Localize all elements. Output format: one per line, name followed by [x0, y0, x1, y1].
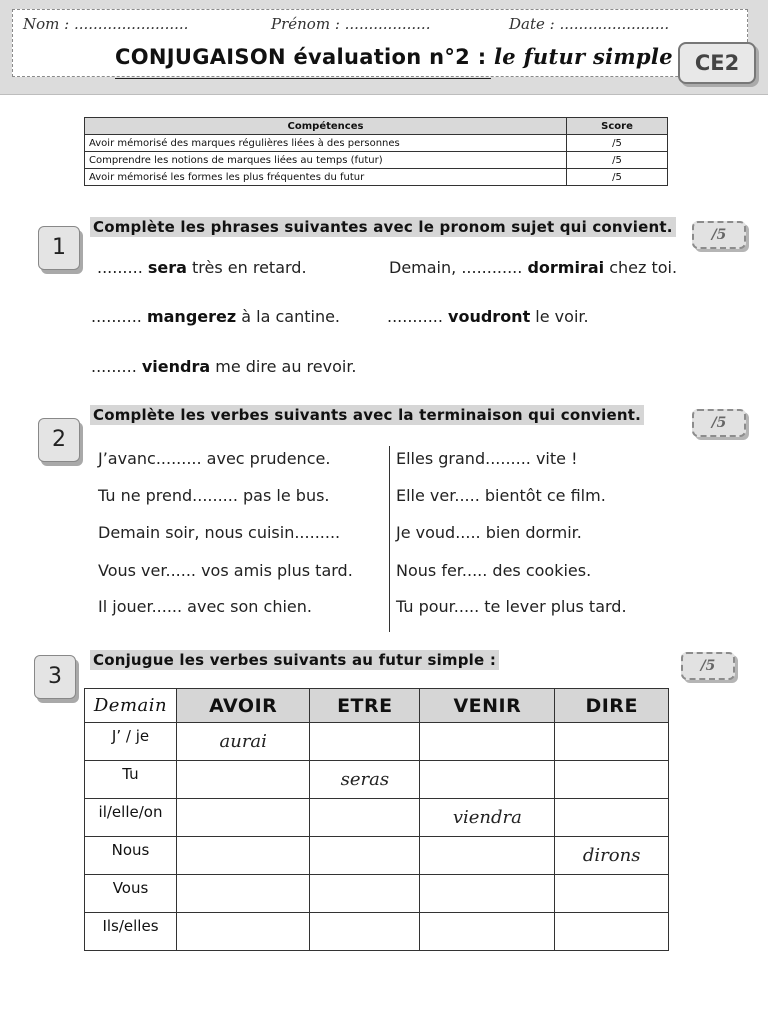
header-etre: ETRE: [310, 689, 420, 723]
header-dire: DIRE: [555, 689, 669, 723]
conjugation-table: [84, 688, 669, 951]
answer-cell[interactable]: dirons: [555, 837, 669, 875]
conjugation-header-row: [85, 689, 669, 723]
pronoun-cell: J’ / je: [85, 723, 177, 761]
answer-cell[interactable]: aurai: [177, 723, 310, 761]
answer-cell[interactable]: [310, 837, 420, 875]
answer-cell[interactable]: viendra: [420, 799, 555, 837]
ex2-left-1[interactable]: J’avanc......... avec prudence.: [98, 449, 331, 468]
ex2-right-5[interactable]: Tu pour..... te lever plus tard.: [396, 597, 627, 616]
verb-text: viendra: [141, 357, 211, 376]
answer-cell[interactable]: [310, 875, 420, 913]
answer-cell[interactable]: [420, 837, 555, 875]
competence-row: [85, 135, 668, 152]
sentence-end: me dire au revoir.: [210, 357, 357, 376]
ex1-sentence-4[interactable]: [387, 307, 589, 326]
answer-cell[interactable]: [555, 799, 669, 837]
blank-text: Demain, ............: [389, 258, 528, 277]
ex1-sentence-2[interactable]: [389, 258, 677, 277]
answer-cell[interactable]: [555, 913, 669, 951]
answer-cell[interactable]: [555, 723, 669, 761]
ex1-sentence-1[interactable]: [97, 258, 307, 277]
competence-score: /5: [567, 169, 668, 186]
blank-text: ..........: [91, 307, 147, 326]
pronoun-cell: il/elle/on: [85, 799, 177, 837]
table-row: [85, 799, 669, 837]
answer-cell[interactable]: [555, 761, 669, 799]
pronoun-cell: Ils/elles: [85, 913, 177, 951]
ex2-right-3[interactable]: Je voud..... bien dormir.: [396, 523, 582, 542]
ex2-left-2[interactable]: Tu ne prend......... pas le bus.: [98, 486, 330, 505]
answer-cell[interactable]: [177, 837, 310, 875]
page-title: [115, 44, 673, 69]
pronoun-cell: Tu: [85, 761, 177, 799]
exercise-2-number: 2: [38, 418, 80, 462]
ex2-left-5[interactable]: Il jouer...... avec son chien.: [98, 597, 312, 616]
competence-row: [85, 152, 668, 169]
exercise-2-instruction: Complète les verbes suivants avec la terminaison qui convient.: [90, 405, 644, 425]
exercise-2-score: /5: [692, 409, 746, 437]
ex1-sentence-5[interactable]: [91, 357, 357, 376]
answer-cell[interactable]: [310, 723, 420, 761]
sentence-end: très en retard.: [186, 258, 307, 277]
ex1-sentence-3[interactable]: [91, 307, 340, 326]
ex2-left-4[interactable]: Vous ver...... vos amis plus tard.: [98, 561, 353, 580]
answer-cell[interactable]: [555, 875, 669, 913]
competence-text: Avoir mémorisé les formes les plus fréquentes du futur: [85, 169, 567, 186]
header-avoir: AVOIR: [177, 689, 310, 723]
competence-text: Avoir mémorisé des marques régulières liées à des personnes: [85, 135, 567, 152]
ex2-right-2[interactable]: Elle ver..... bientôt ce film.: [396, 486, 606, 505]
title-main: CONJUGAISON évaluation n°2 :: [115, 45, 487, 69]
nom-field[interactable]: Nom : ........................: [23, 15, 189, 33]
header-venir: VENIR: [420, 689, 555, 723]
sentence-end: le voir.: [530, 307, 589, 326]
exercise-1-instruction: Complète les phrases suivantes avec le pronom sujet qui convient.: [90, 217, 676, 237]
pronoun-cell: Nous: [85, 837, 177, 875]
competence-score: /5: [567, 152, 668, 169]
date-field[interactable]: Date : .......................: [509, 15, 670, 33]
exercise-1-score: /5: [692, 221, 746, 249]
ex2-left-3[interactable]: Demain soir, nous cuisin.........: [98, 523, 341, 542]
blank-text: .........: [91, 357, 142, 376]
column-divider: [389, 446, 390, 632]
answer-cell[interactable]: [310, 799, 420, 837]
header-band: [0, 0, 768, 95]
competences-header-row: [85, 118, 668, 135]
title-sub: le futur simple: [494, 44, 673, 69]
ex2-right-4[interactable]: Nous fer..... des cookies.: [396, 561, 592, 580]
sentence-end: à la cantine.: [236, 307, 341, 326]
answer-cell[interactable]: [177, 875, 310, 913]
competence-text: Comprendre les notions de marques liées au temps (futur): [85, 152, 567, 169]
sentence-end: chez toi.: [604, 258, 678, 277]
exercise-3-score: /5: [681, 652, 735, 680]
score-header: Score: [567, 118, 668, 135]
answer-cell[interactable]: [420, 875, 555, 913]
answer-cell[interactable]: [420, 723, 555, 761]
header-demain: Demain: [85, 689, 177, 723]
verb-text: mangerez: [146, 307, 237, 326]
answer-cell[interactable]: [420, 913, 555, 951]
table-row: [85, 723, 669, 761]
competence-score: /5: [567, 135, 668, 152]
table-row: [85, 837, 669, 875]
ex2-right-1[interactable]: Elles grand......... vite !: [396, 449, 578, 468]
answer-cell[interactable]: [420, 761, 555, 799]
table-row: [85, 913, 669, 951]
table-row: [85, 875, 669, 913]
answer-cell[interactable]: [177, 761, 310, 799]
exercise-3-number: 3: [34, 655, 76, 699]
level-badge: CE2: [678, 42, 756, 84]
title-underline: [115, 78, 491, 79]
competences-table: [84, 117, 668, 186]
verb-text: sera: [147, 258, 187, 277]
table-row: [85, 761, 669, 799]
competence-header: Compétences: [85, 118, 567, 135]
answer-cell[interactable]: [310, 913, 420, 951]
competence-row: [85, 169, 668, 186]
prenom-field[interactable]: Prénom : ..................: [271, 15, 431, 33]
verb-text: voudront: [448, 307, 531, 326]
answer-cell[interactable]: [177, 913, 310, 951]
exercise-1-number: 1: [38, 226, 80, 270]
blank-text: .........: [97, 258, 148, 277]
blank-text: ...........: [387, 307, 449, 326]
exercise-3-instruction: Conjugue les verbes suivants au futur simple :: [90, 650, 499, 670]
answer-cell[interactable]: [177, 799, 310, 837]
pronoun-cell: Vous: [85, 875, 177, 913]
header-frame: [12, 9, 748, 77]
answer-cell[interactable]: seras: [310, 761, 420, 799]
verb-text: dormirai: [527, 258, 605, 277]
